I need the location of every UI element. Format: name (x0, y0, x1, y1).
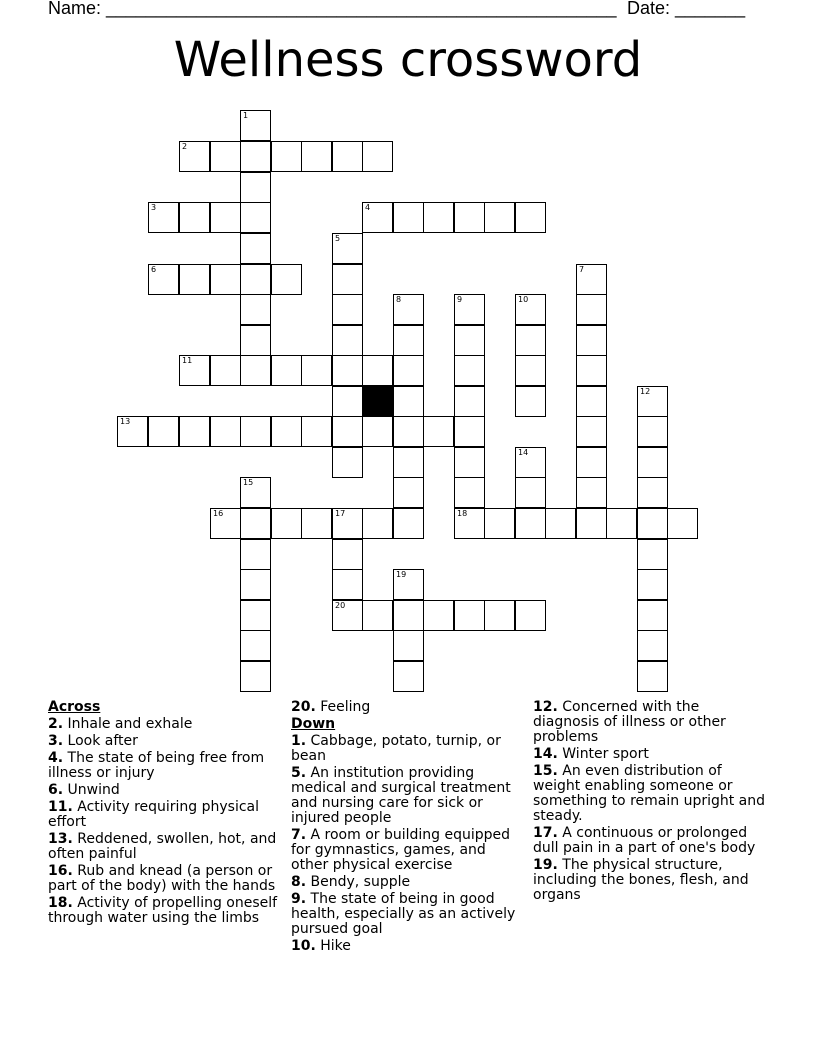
clues-column-1 (48, 700, 280, 928)
cell-number: 6 (151, 265, 157, 274)
grid-cell[interactable] (332, 294, 363, 325)
across-clue (48, 734, 280, 749)
grid-cell[interactable] (148, 416, 179, 447)
cell-number: 9 (457, 295, 463, 304)
grid-cell[interactable] (454, 386, 485, 417)
clue-number: 10. (291, 938, 316, 954)
grid-cell[interactable] (271, 416, 302, 447)
grid-cell[interactable] (332, 569, 363, 600)
clue-text: Activity of propelling oneself through water using the limbs (48, 895, 278, 926)
cell-number: 4 (365, 203, 371, 212)
clue-text: Bendy, supple (306, 874, 411, 890)
grid-cell[interactable] (637, 630, 668, 661)
grid-cell[interactable] (454, 355, 485, 386)
grid-cell[interactable] (240, 630, 271, 661)
clue-text: Hike (315, 938, 351, 954)
grid-cell[interactable] (484, 202, 515, 233)
grid-cell[interactable] (240, 539, 271, 570)
clue-text: Winter sport (557, 746, 649, 762)
grid-cell[interactable] (545, 508, 576, 539)
grid-cell[interactable] (515, 508, 546, 539)
grid-cell[interactable] (393, 569, 424, 600)
grid-cell[interactable] (637, 661, 668, 692)
grid-cell[interactable] (393, 630, 424, 661)
grid-cell[interactable] (454, 508, 485, 539)
grid-cell[interactable] (148, 264, 179, 295)
grid-cell[interactable] (576, 447, 607, 478)
grid-cell[interactable] (484, 600, 515, 631)
cell-number: 18 (457, 509, 468, 518)
clue-number: 7. (291, 827, 307, 843)
grid-cell[interactable] (332, 447, 363, 478)
grid-cell[interactable] (454, 447, 485, 478)
across-heading: Across (48, 699, 101, 715)
grid-cell[interactable] (576, 294, 607, 325)
clue-number: 19. (533, 857, 558, 873)
across-clue (48, 896, 280, 926)
clue-number: 5. (291, 765, 307, 781)
grid-cell[interactable] (271, 508, 302, 539)
grid-cell[interactable] (637, 508, 668, 539)
clue-number: 12. (533, 699, 558, 715)
cell-number: 12 (640, 387, 651, 396)
grid-cell[interactable] (240, 477, 271, 508)
grid-cell[interactable] (240, 294, 271, 325)
grid-cell[interactable] (576, 325, 607, 356)
clue-text: Unwind (63, 782, 120, 798)
across-clue (48, 832, 280, 862)
grid-cell[interactable] (210, 355, 241, 386)
name-field-label: Name: ___________________________________________________ (48, 0, 617, 18)
grid-cell[interactable] (240, 355, 271, 386)
clue-number: 2. (48, 716, 64, 732)
grid-cell[interactable] (210, 508, 241, 539)
down-clue (533, 764, 765, 824)
across-clue (48, 717, 280, 732)
down-heading: Down (291, 716, 336, 732)
down-clue (533, 747, 765, 762)
grid-cell[interactable] (393, 661, 424, 692)
across-clue (291, 700, 523, 715)
clue-text: Activity requiring physical effort (48, 799, 260, 830)
grid-cell[interactable] (576, 386, 607, 417)
down-clue (291, 875, 523, 890)
clue-text: Inhale and exhale (63, 716, 193, 732)
clue-number: 3. (48, 733, 64, 749)
grid-cell[interactable] (637, 416, 668, 447)
grid-cell[interactable] (240, 172, 271, 203)
cell-number: 5 (335, 234, 341, 243)
grid-cell[interactable] (515, 477, 546, 508)
date-field-label: Date: _______ (627, 0, 746, 18)
cell-number: 19 (396, 570, 407, 579)
cell-number: 20 (335, 601, 346, 610)
across-clue (48, 783, 280, 798)
grid-cell[interactable] (393, 386, 424, 417)
cell-number: 7 (579, 265, 585, 274)
clue-text: Reddened, swollen, hot, and often painful (48, 831, 277, 862)
clues-column-2 (291, 700, 523, 956)
cell-number: 1 (243, 111, 249, 120)
grid-cell[interactable] (606, 508, 637, 539)
down-clue (291, 734, 523, 764)
down-clue (291, 939, 523, 954)
clue-number: 16. (48, 863, 73, 879)
clue-text: Look after (63, 733, 138, 749)
grid-cell[interactable] (393, 325, 424, 356)
clues-column-3 (533, 700, 765, 905)
cell-number: 2 (182, 142, 188, 151)
clue-number: 18. (48, 895, 73, 911)
grid-cell[interactable] (393, 447, 424, 478)
grid-cell[interactable] (637, 539, 668, 570)
cell-number: 15 (243, 478, 254, 487)
grid-cell[interactable] (515, 325, 546, 356)
down-clue (533, 858, 765, 903)
grid-cell[interactable] (240, 416, 271, 447)
grid-cell[interactable] (271, 141, 302, 172)
grid-cell[interactable] (637, 569, 668, 600)
grid-cell[interactable] (515, 202, 546, 233)
grid-cell[interactable] (332, 141, 363, 172)
grid-cell[interactable] (362, 355, 393, 386)
grid-cell[interactable] (210, 416, 241, 447)
grid-cell[interactable] (332, 355, 363, 386)
clue-text: Cabbage, potato, turnip, or bean (291, 733, 501, 764)
grid-cell[interactable] (637, 477, 668, 508)
grid-cell[interactable] (240, 325, 271, 356)
grid-cell[interactable] (332, 600, 363, 631)
grid-cell[interactable] (454, 202, 485, 233)
grid-cell[interactable] (484, 508, 515, 539)
grid-cell[interactable] (454, 477, 485, 508)
clue-text: The state of being in good health, especially as an actively pursued goal (291, 891, 516, 937)
down-clue (291, 892, 523, 937)
grid-cell[interactable] (423, 202, 454, 233)
grid-cell[interactable] (301, 355, 332, 386)
grid-cell[interactable] (332, 508, 363, 539)
grid-cell[interactable] (515, 294, 546, 325)
grid-cell[interactable] (362, 508, 393, 539)
across-clue (48, 864, 280, 894)
grid-cell[interactable] (576, 355, 607, 386)
grid-cell[interactable] (515, 600, 546, 631)
grid-cell[interactable] (240, 508, 271, 539)
grid-cell[interactable] (240, 569, 271, 600)
black-cell (362, 386, 393, 417)
grid-cell[interactable] (637, 600, 668, 631)
grid-cell[interactable] (210, 264, 241, 295)
grid-cell[interactable] (515, 447, 546, 478)
clue-text: A room or building equipped for gymnastics, games, and other physical exercise (291, 827, 511, 873)
across-clue (48, 751, 280, 781)
grid-cell[interactable] (667, 508, 698, 539)
cell-number: 3 (151, 203, 157, 212)
grid-cell[interactable] (301, 508, 332, 539)
across-clue (48, 800, 280, 830)
clue-number: 4. (48, 750, 64, 766)
grid-cell[interactable] (332, 386, 363, 417)
clue-number: 6. (48, 782, 64, 798)
grid-cell[interactable] (271, 264, 302, 295)
grid-cell[interactable] (423, 600, 454, 631)
grid-cell[interactable] (301, 416, 332, 447)
grid-cell[interactable] (393, 508, 424, 539)
grid-cell[interactable] (332, 233, 363, 264)
clue-number: 13. (48, 831, 73, 847)
clue-number: 1. (291, 733, 307, 749)
grid-cell[interactable] (576, 508, 607, 539)
cell-number: 13 (120, 417, 131, 426)
clue-number: 15. (533, 763, 558, 779)
clue-text: An even distribution of weight enabling someone or something to remain upright and steady. (533, 763, 766, 824)
grid-cell[interactable] (117, 416, 148, 447)
down-clue (291, 828, 523, 873)
grid-cell[interactable] (179, 264, 210, 295)
grid-cell[interactable] (240, 600, 271, 631)
grid-cell[interactable] (637, 447, 668, 478)
cell-number: 17 (335, 509, 346, 518)
clue-number: 8. (291, 874, 307, 890)
page-title: Wellness crossword (173, 32, 643, 88)
clue-text: The physical structure, including the bones, flesh, and organs (533, 857, 749, 903)
grid-cell[interactable] (454, 416, 485, 447)
clue-number: 17. (533, 825, 558, 841)
grid-cell[interactable] (362, 141, 393, 172)
grid-cell[interactable] (576, 416, 607, 447)
grid-cell[interactable] (637, 386, 668, 417)
cell-number: 14 (518, 448, 529, 457)
grid-cell[interactable] (393, 202, 424, 233)
grid-cell[interactable] (332, 539, 363, 570)
grid-cell[interactable] (240, 661, 271, 692)
grid-cell[interactable] (301, 141, 332, 172)
grid-cell[interactable] (210, 141, 241, 172)
clue-number: 9. (291, 891, 307, 907)
cell-number: 8 (396, 295, 402, 304)
grid-cell[interactable] (362, 416, 393, 447)
grid-cell[interactable] (576, 264, 607, 295)
grid-cell[interactable] (393, 416, 424, 447)
grid-cell[interactable] (179, 202, 210, 233)
grid-cell[interactable] (454, 600, 485, 631)
down-clue (533, 700, 765, 745)
grid-cell[interactable] (271, 355, 302, 386)
clue-text: The state of being free from illness or injury (48, 750, 265, 781)
clue-text: Rub and knead (a person or part of the body) with the hands (48, 863, 276, 894)
grid-cell[interactable] (179, 141, 210, 172)
grid-cell[interactable] (179, 416, 210, 447)
grid-cell[interactable] (393, 355, 424, 386)
grid-cell[interactable] (454, 294, 485, 325)
grid-cell[interactable] (423, 416, 454, 447)
grid-cell[interactable] (515, 355, 546, 386)
grid-cell[interactable] (240, 141, 271, 172)
grid-cell[interactable] (576, 477, 607, 508)
grid-cell[interactable] (515, 386, 546, 417)
clue-number: 20. (291, 699, 316, 715)
clue-text: Concerned with the diagnosis of illness or other problems (533, 699, 726, 745)
grid-cell[interactable] (454, 325, 485, 356)
grid-cell[interactable] (240, 202, 271, 233)
grid-cell[interactable] (240, 110, 271, 141)
down-clue (533, 826, 765, 856)
cell-number: 11 (182, 356, 193, 365)
cell-number: 10 (518, 295, 529, 304)
grid-cell[interactable] (393, 600, 424, 631)
grid-cell[interactable] (332, 264, 363, 295)
clue-text: Feeling (315, 699, 371, 715)
grid-cell[interactable] (240, 233, 271, 264)
clue-number: 11. (48, 799, 73, 815)
grid-cell[interactable] (332, 416, 363, 447)
down-clue (291, 766, 523, 826)
grid-cell[interactable] (240, 264, 271, 295)
grid-cell[interactable] (210, 202, 241, 233)
clue-text: A continuous or prolonged dull pain in a part of one's body (533, 825, 756, 856)
grid-cell[interactable] (148, 202, 179, 233)
cell-number: 16 (213, 509, 224, 518)
grid-cell[interactable] (362, 202, 393, 233)
grid-cell[interactable] (393, 294, 424, 325)
clue-text: An institution providing medical and surgical treatment and nursing care for sick or injured people (291, 765, 511, 826)
grid-cell[interactable] (179, 355, 210, 386)
grid-cell[interactable] (362, 600, 393, 631)
grid-cell[interactable] (332, 325, 363, 356)
clue-number: 14. (533, 746, 558, 762)
grid-cell[interactable] (393, 477, 424, 508)
